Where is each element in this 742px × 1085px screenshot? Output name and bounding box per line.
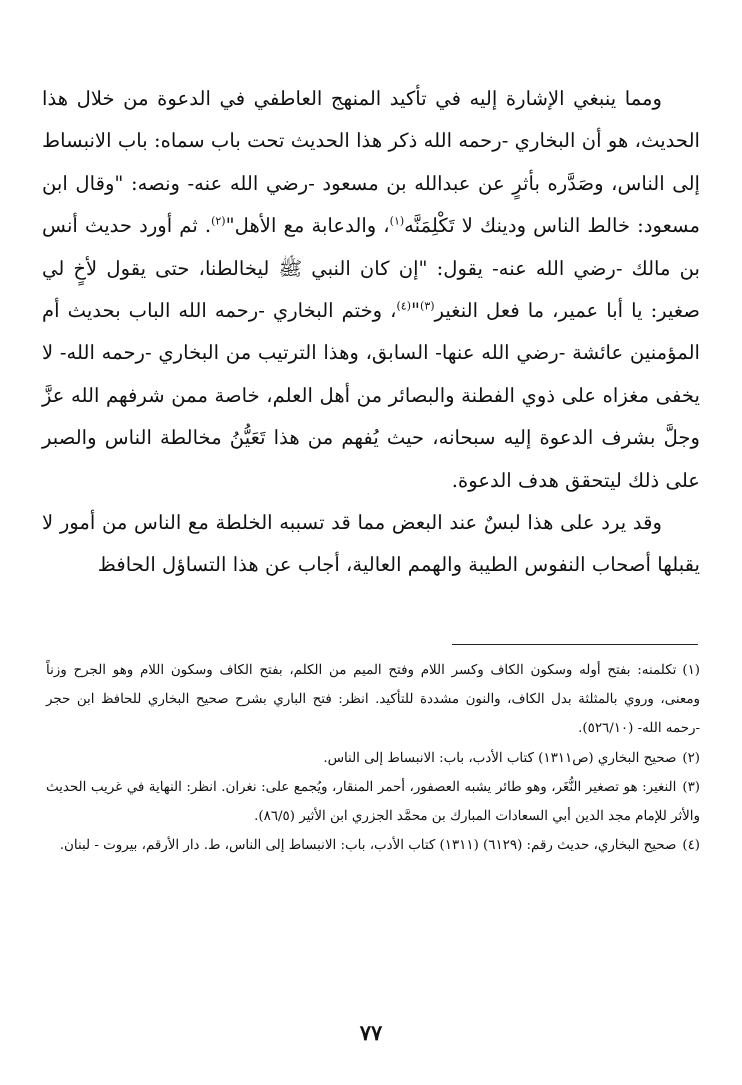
page-number: ٧٧ xyxy=(359,1020,383,1045)
main-text xyxy=(42,78,700,587)
footnote-number: (٣) xyxy=(682,779,700,795)
paragraph-1 xyxy=(42,78,700,502)
paragraph-2: وقد يرد على هذا لبسٌ عند البعض مما قد تسببه الخلطة مع الناس من أمور لا يقبلها أصحاب النفوس الطيبة والهمم العالية، أجاب عن هذا التساؤل الحافظ xyxy=(42,511,700,577)
footnote-ref-3[interactable]: (٣) xyxy=(420,299,435,313)
paragraph-1-part-4: " xyxy=(411,299,421,323)
footnote-2 xyxy=(46,744,700,773)
paragraph-1-part-2: ، والدعابة مع الأهل" xyxy=(225,214,390,238)
footnote-number: (٤) xyxy=(682,838,700,854)
paragraph-1-part-3: . ثم أورد حديث أنس بن مالك -رضي الله عنه- يقول: "إن كان النبي ﷺ ليخالطنا، حتى يقول لأخٍ لي صغير: يا أبا عمير، ما فعل النغير xyxy=(42,214,700,323)
footnote-text: صحيح البخاري، حديث رقم: (٦١٢٩) (١٣١١) كتاب الأدب، باب: الانبساط إلى الناس، ط. دار الأرقم، بيروت - لبنان. xyxy=(59,838,677,854)
footnote-ref-4[interactable]: (٤) xyxy=(396,299,411,313)
footnote-divider xyxy=(452,644,698,645)
footnote-text: النغير: هو تصغير النُّغَر، وهو طائر يشبه العصفور، أحمر المنقار، ويُجمع على: نغران. انظر: النهاية في غريب الحديث والأثر للإمام مجد الدين أبي السعادات المبارك بن محمَّد الجزري ابن الأثير (٨٦/٥). xyxy=(46,779,700,825)
footnote-text: تكلمنه: بفتح أوله وسكون الكاف وكسر اللام وفتح الميم من الكلم، بفتح الكاف وسكون اللام وهو الجرح وزناً ومعنى، وروي بالمثلثة بدل الكاف، والنون مشددة للتأكيد. انظر: فتح الباري بشرح صحيح البخاري للحافظ ابن حجر -رحمه الله- (٥٢٦/١٠). xyxy=(46,663,700,737)
footnote-ref-2[interactable]: (٢) xyxy=(211,214,226,228)
footnote-text: صحيح البخاري (ص١٣١١) كتاب الأدب، باب: الانبساط إلى الناس. xyxy=(323,750,677,766)
paragraph-1-part-1: ومما ينبغي الإشارة إليه في تأكيد المنهج العاطفي في الدعوة من خلال هذا الحديث، هو أن البخاري -رحمه الله ذكر هذا الحديث تحت باب سماه: باب الانبساط إلى الناس، وصَدَّره بأثرٍ عن عبدالله بن مسعود -رضي الله عنه- ونصه: "وقال ابن مسعود: خالط الناس ودينك لا تَكْلِمَنَّه xyxy=(42,87,700,238)
footnote-3 xyxy=(46,773,700,831)
footnote-number: (١) xyxy=(682,663,700,678)
footnote-4 xyxy=(46,831,700,860)
paragraph-1-part-5: ، وختم البخاري -رحمه الله الباب بحديث أم المؤمنين عائشة -رضي الله عنها- السابق، وهذا الترتيب من البخاري -رحمه الله- لا يخفى مغزاه على ذوي الفطنة والبصائر من أهل العلم، خاصة ممن شرفهم الله عزَّ وجلَّ بشرف الدعوة إليه سبحانه، حيث يُفهم من هذا تَعَيُّنُ مخالطة الناس والصبر على ذلك ليتحقق هدف الدعوة. xyxy=(42,299,700,492)
footnotes xyxy=(46,656,700,860)
footnote-1 xyxy=(46,656,700,744)
footnote-number: (٢) xyxy=(682,750,700,766)
footnote-ref-1[interactable]: (١) xyxy=(389,214,405,228)
